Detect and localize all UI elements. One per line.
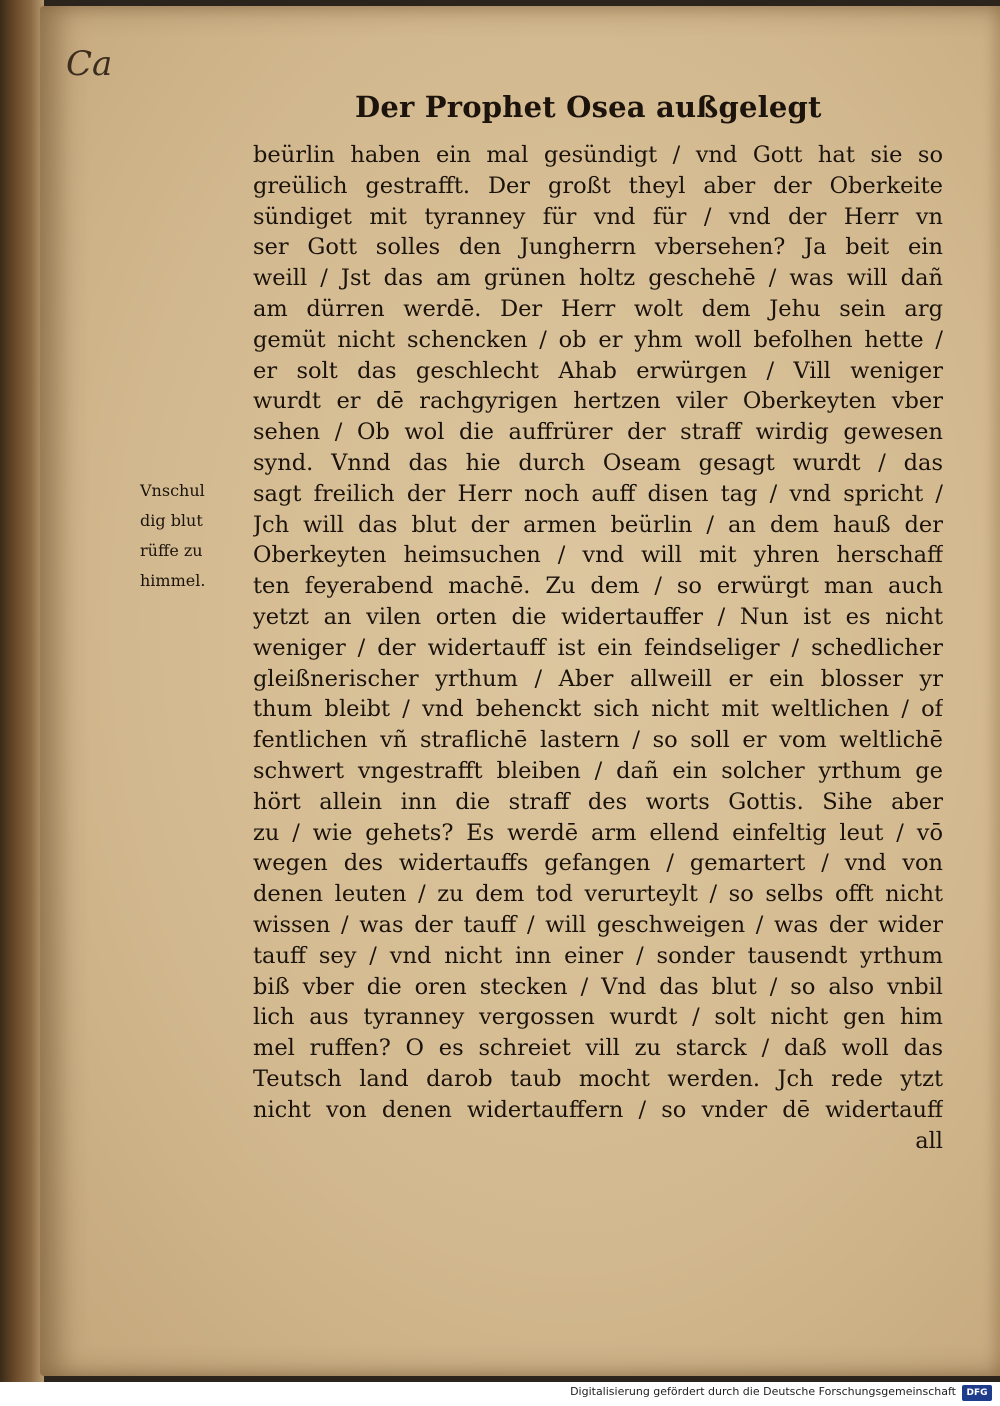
text-line: sehen / Ob wol die auffrürer der straff wirdig gewesen — [253, 419, 943, 446]
text-line: fentlichen vñ straflichē lastern / so soll er vom weltlichē — [253, 727, 943, 754]
text-line: wegen des widertauffs gefangen / gemartert / vnd von — [253, 850, 943, 877]
text-line: gemüt nicht schencken / ob er yhm woll befolhen hette / — [253, 326, 943, 353]
text-line: hört allein inn die straff des worts Gottis. Sihe aber — [253, 788, 943, 815]
book-binding-edge — [0, 0, 44, 1382]
text-line: Oberkeyten heimsuchen / vnd will mit yhren herschaff — [253, 542, 943, 569]
text-line: sagt freilich der Herr noch auff disen tag / vnd spricht / — [253, 480, 943, 507]
running-head: Der Prophet Osea außgelegt — [355, 90, 822, 124]
text-line: schwert vngestrafft bleiben / dañ ein solcher yrthum ge — [253, 757, 943, 784]
funding-credit: Digitalisierung gefördert durch die Deutsche Forschungsgemeinschaft — [570, 1385, 956, 1398]
text-line: zu / wie gehets? Es werdē arm ellend einfeltig leut / vō — [253, 819, 943, 846]
text-line: nicht von denen widertauffern / so vnder dē widertauff — [253, 1096, 943, 1123]
margin-note-line: Vnschul — [140, 481, 205, 500]
text-line: ten feyerabend machē. Zu dem / so erwürgt man auch — [253, 573, 943, 600]
footer-bar — [0, 1382, 1000, 1406]
text-line: lich aus tyranney vergossen wurdt / solt nicht gen him — [253, 1004, 943, 1031]
text-line: gleißnerischer yrthum / Aber allweill er ein blosser yr — [253, 665, 943, 692]
text-line: yetzt an vilen orten die widertauffer / Nun ist es nicht — [253, 603, 943, 630]
body-text — [253, 140, 943, 1156]
text-line: weill / Jst das am grünen holtz geschehē / was will dañ — [253, 265, 943, 292]
text-line: mel ruffen? O es schreiet vill zu starck / daß woll das — [253, 1035, 943, 1062]
text-line: tauff sey / vnd nicht inn einer / sonder tausendt yrthum — [253, 942, 943, 969]
text-line: biß vber die oren stecken / Vnd das blut / so also vnbil — [253, 973, 943, 1000]
text-line: wurdt er dē rachgyrigen hertzen viler Oberkeyten vber — [253, 388, 943, 415]
margin-note — [140, 476, 240, 596]
text-line: thum bleibt / vnd behenckt sich nicht mit weltlichen / of — [253, 696, 943, 723]
margin-note-line: himmel. — [140, 571, 206, 590]
text-line: sündiget mit tyranney für vnd für / vnd der Herr vn — [253, 203, 943, 230]
text-line: synd. Vnnd das hie durch Oseam gesagt wurdt / das — [253, 449, 943, 476]
text-line: wissen / was der tauff / will geschweigen / was der wider — [253, 911, 943, 938]
text-line: beürlin haben ein mal gesündigt / vnd Gott hat sie so — [253, 142, 943, 168]
text-line: weniger / der widertauff ist ein feindseliger / schedlicher — [253, 634, 943, 661]
text-line: Jch will das blut der armen beürlin / an dem hauß der — [253, 511, 943, 538]
text-line: denen leuten / zu dem tod verurteylt / so selbs offt nicht — [253, 881, 943, 908]
text-line: ser Gott solles den Jungherrn vbersehen? Ja beit ein — [253, 234, 943, 261]
text-line: er solt das geschlecht Ahab erwürgen / Vill weniger — [253, 357, 943, 384]
text-line: am dürren werdē. Der Herr wolt dem Jehu sein arg — [253, 295, 943, 322]
text-line: greülich gestrafft. Der großt theyl aber der Oberkeite — [253, 172, 943, 199]
dfg-logo-icon: DFG — [962, 1385, 992, 1401]
signature-mark: Ca — [66, 44, 113, 84]
margin-note-line: rüffe zu — [140, 541, 203, 560]
margin-note-line: dig blut — [140, 511, 203, 530]
catchword: all — [915, 1127, 943, 1154]
text-line: Teutsch land darob taub mocht werden. Jch rede ytzt — [253, 1065, 943, 1092]
